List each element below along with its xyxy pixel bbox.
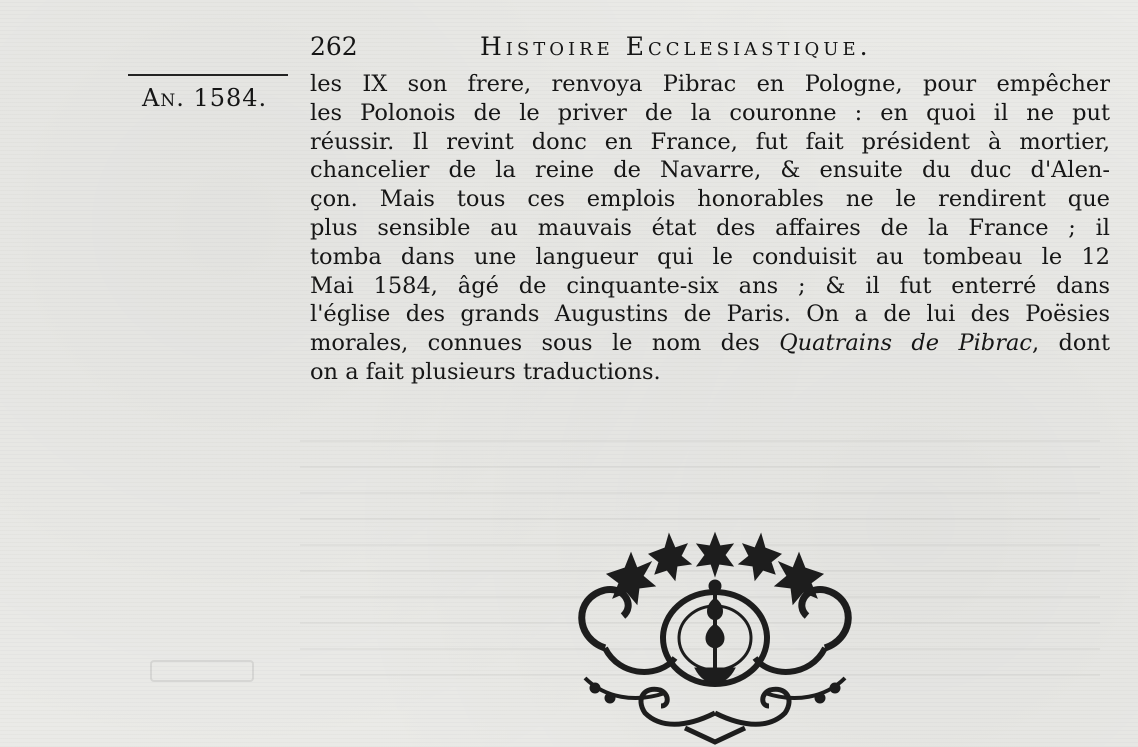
floral-tailpiece-ornament-icon [565, 528, 865, 747]
running-title: Histoire Ecclesiastique. [480, 32, 872, 61]
text-line: Mai 1584, âgé de cinquante-six ans ; & il fut enterré dans [310, 272, 1110, 299]
text-line: plus sensible au mauvais état des affaires de la France ; il [310, 214, 1110, 241]
page-header [310, 32, 1090, 68]
text-line: l'église des grands Augustins de Paris. On a de lui des Poësies [310, 301, 1110, 328]
text-line: çon. Mais tous ces emplois honorables ne le rendirent que [310, 186, 1110, 213]
show-through-mark [150, 660, 254, 682]
text-segment: , dont [1031, 330, 1110, 357]
text-line: réussir. Il revint donc en France, fut fait président à mortier, [310, 128, 1110, 155]
text-line: les IX son frere, renvoya Pibrac en Pologne, pour empêcher [310, 71, 1110, 97]
margin-rule [128, 74, 288, 76]
margin-year-note: An. 1584. [142, 84, 268, 112]
italic-book-title: Quatrains de Pibrac [779, 330, 1032, 357]
text-line: chancelier de la reine de Navarre, & ensuite du duc d'Alen- [310, 157, 1110, 184]
text-line-last: on a fait plusieurs traductions. [310, 358, 661, 385]
text-line: tomba dans une langueur qui le conduisit au tombeau le 12 [310, 243, 1110, 270]
page-number: 262 [310, 32, 358, 61]
text-line-with-title [310, 329, 1110, 358]
text-segment: morales, connues sous le nom des [310, 330, 780, 357]
text-line: les Polonois de le priver de la couronne : en quoi il ne put [310, 99, 1110, 126]
body-text [310, 70, 1110, 387]
